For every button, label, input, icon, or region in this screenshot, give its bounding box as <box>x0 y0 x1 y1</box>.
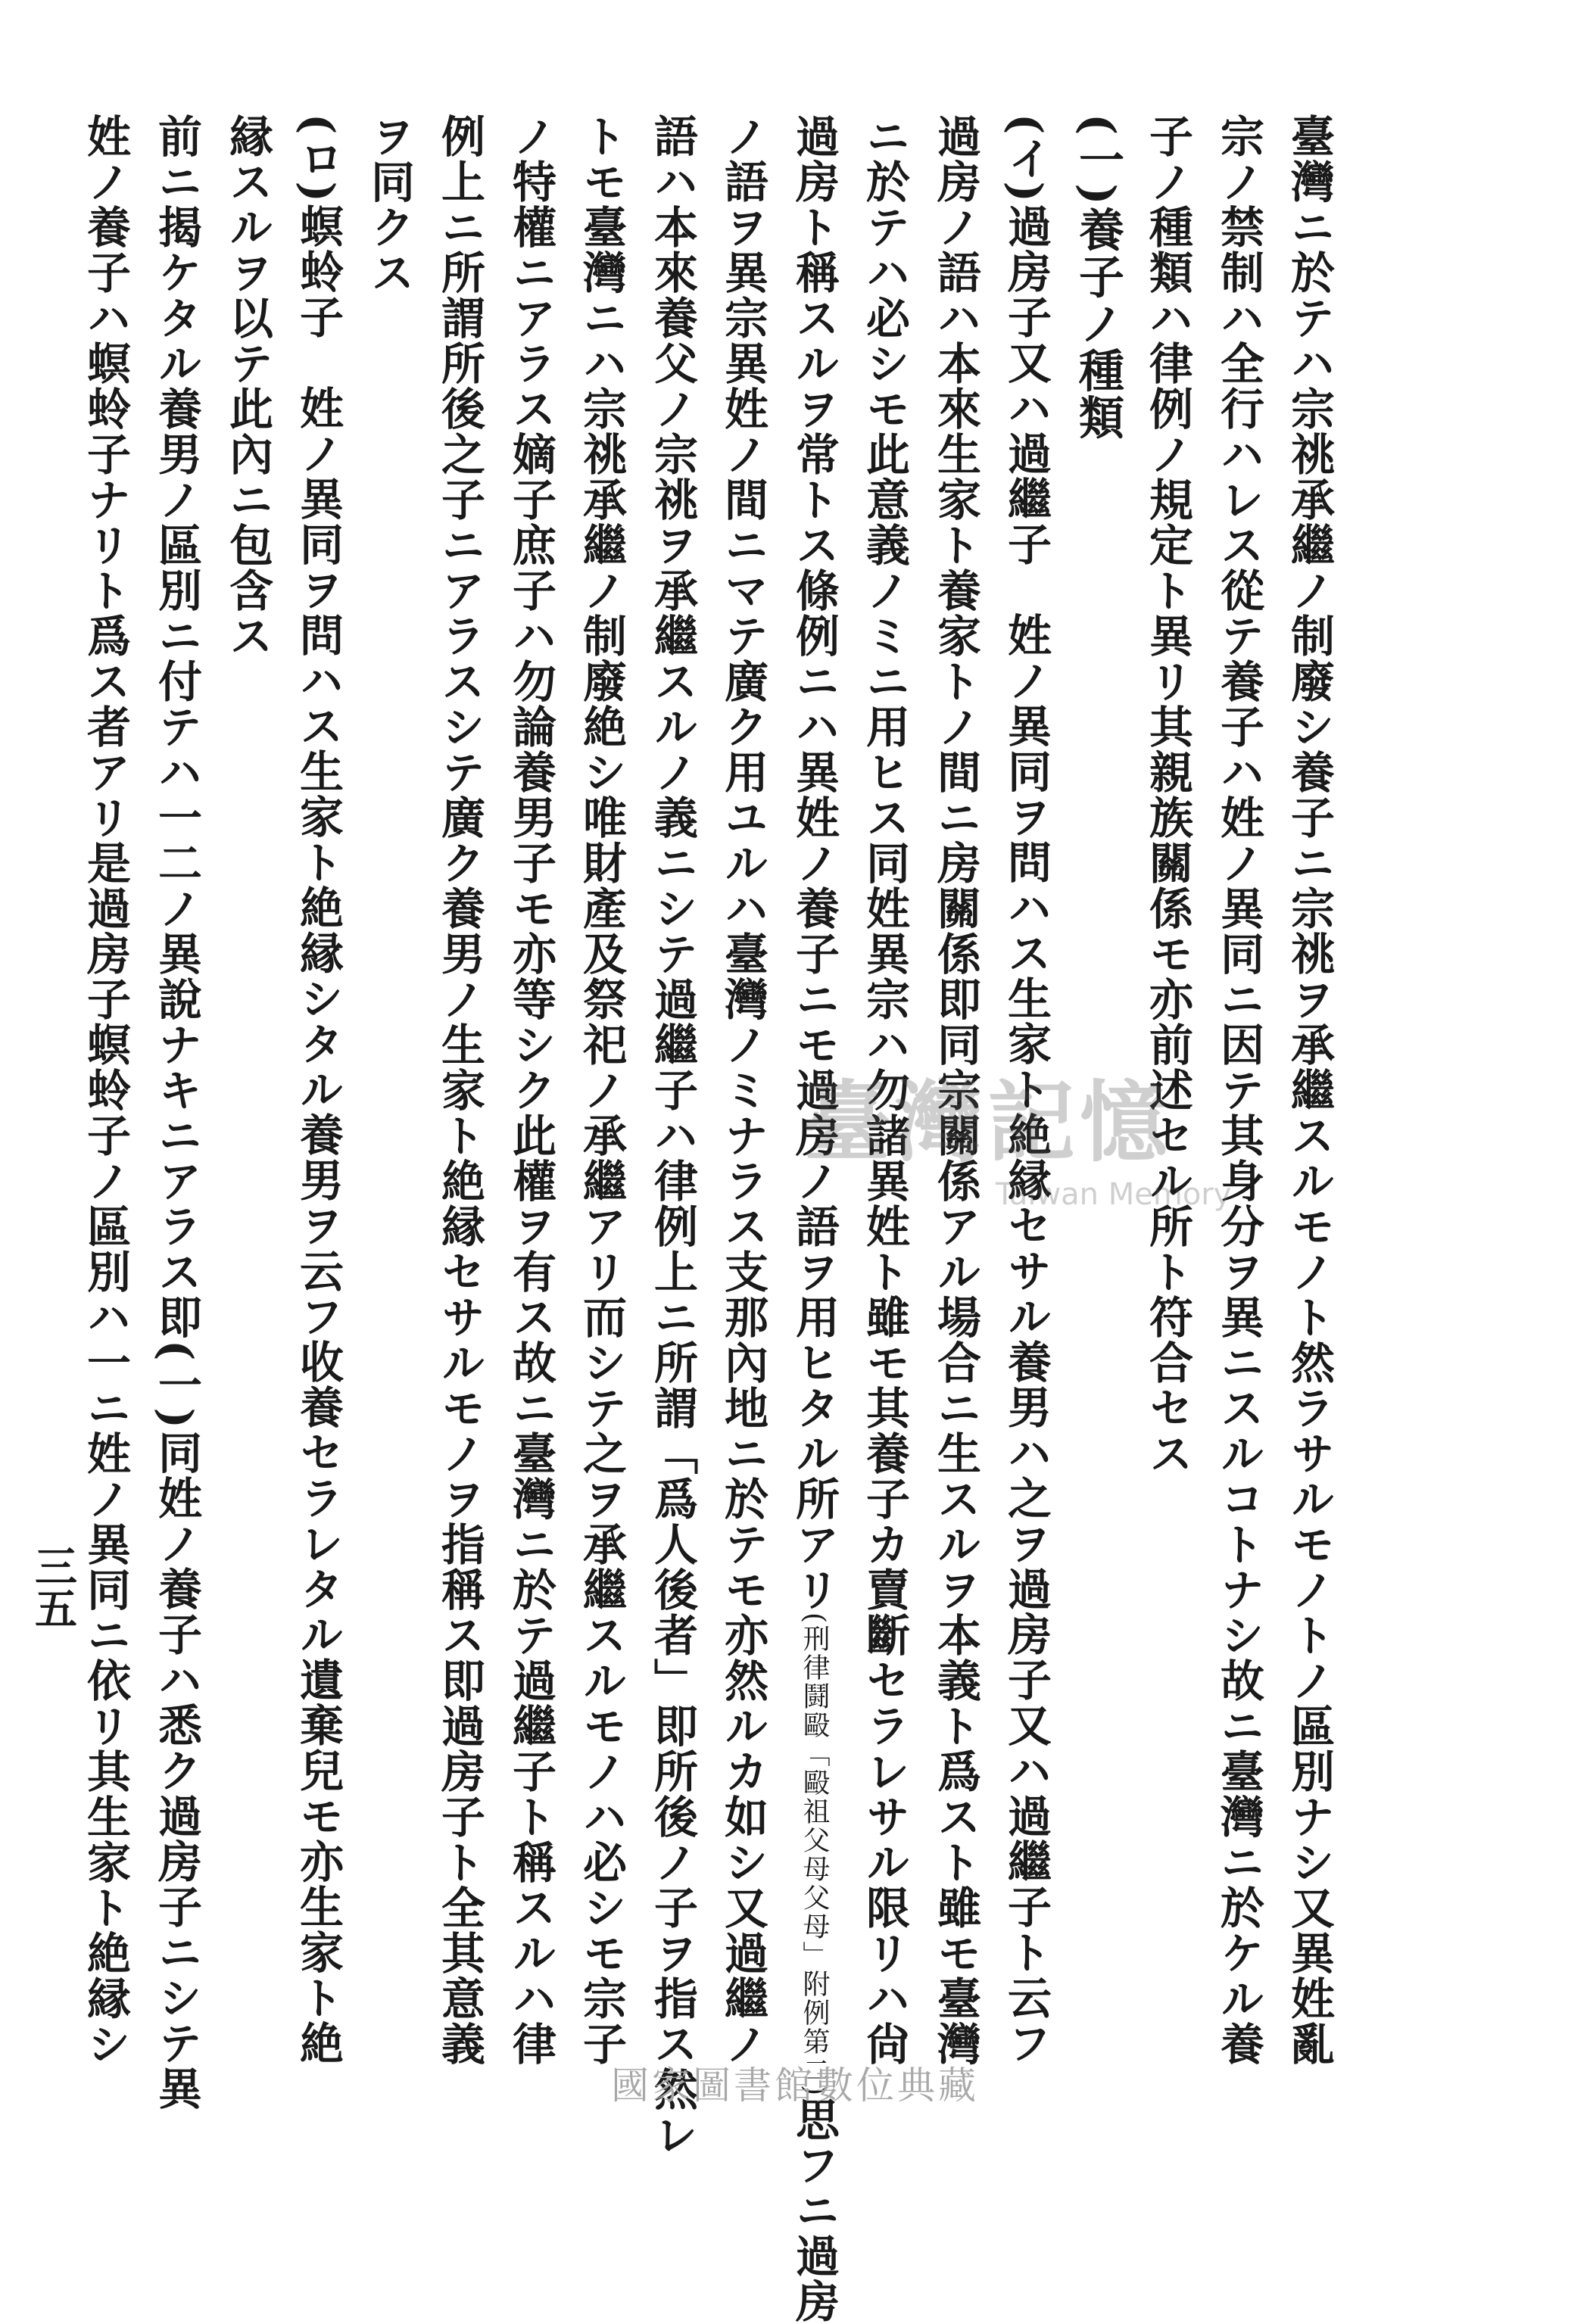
section-heading: (一)養子ノ種類 <box>1071 114 1124 441</box>
text-column-5: (イ)過房子又ハ過繼子 姓ノ異同ヲ問ハス生家ト絶縁セサル養男ハ之ヲ過房子又ハ過繼子ト云フ <box>1000 114 1052 2066</box>
text-column-8-tail: 思フニ過房 <box>788 2097 840 2324</box>
text-column-10: 語ハ本來養父ノ宗祧ヲ承繼スルノ義ニシテ過繼子ハ律例上ニ所謂「爲人後者」即所後ノ子ヲ指ス然レ <box>647 114 698 2157</box>
watermark-title: 臺灣記憶 <box>803 1071 1172 1174</box>
text-column-14: ヲ同クス <box>363 114 415 295</box>
text-column-7: ニ於テハ必シモ此意義ノミニ用ヒス同姓異宗ハ勿諸異姓ト雖モ其養子カ賣斷セラレサル限リハ尙 <box>859 114 910 2067</box>
text-column-6: 過房ノ語ハ本來生家ト養家トノ間ニ房關係即同宗關係アル場合ニ生スルヲ本義ト爲スト雖モ臺灣 <box>930 114 981 2067</box>
text-column-1: 臺灣ニ於テハ宗祧承繼ノ制廢シ養子ニ宗祧ヲ承繼スルモノト然ラサルモノトノ區別ナシ又異姓亂 <box>1283 114 1335 2067</box>
text-column-13: 例上ニ所謂所後之子ニアラスシテ廣ク養男ノ生家ト絶縁セサルモノヲ指稱ス即過房子ト全其意義 <box>434 114 485 2067</box>
text-column-15: (ロ)螟蛉子 姓ノ異同ヲ問ハス生家ト絶縁シタル養男ヲ云フ收養セラレタル遺棄兒モ亦生家ト絶 <box>292 114 344 2066</box>
text-column-9: ノ語ヲ異宗異姓ノ間ニマテ廣ク用ユルハ臺灣ノミナラス支那內地ニ於テモ亦然ルカ如シ又過繼ノ <box>717 114 768 2067</box>
text-column-11: トモ臺灣ニハ宗祧承繼ノ制廢絶シ唯財產及祭祀ノ承繼アリ而シテ之ヲ承繼スルモノハ必シモ宗子 <box>575 114 627 2067</box>
footer-credit: 國家圖書館數位典藏 <box>611 2064 979 2107</box>
text-column-3: 子ノ種類ハ律例ノ規定ト異リ其親族關係モ亦前述セル所ト符合セス <box>1142 114 1193 1476</box>
text-column-16: 縁スルヲ以テ此內ニ包含ス <box>222 114 273 659</box>
text-column-18: 姓ノ養子ハ螟蛉子ナリト爲ス者アリ是過房子螟蛉子ノ區別ハ一ニ姓ノ異同ニ依リ其生家ト絶縁シ <box>80 114 131 2067</box>
watermark-logo <box>803 1052 1257 1226</box>
text-column-2: 宗ノ禁制ハ全行ハレス從テ養子ハ姓ノ異同ニ因テ其身分ヲ異ニスルコトナシ故ニ臺灣ニ於ケル養 <box>1213 114 1264 2067</box>
text-column-12: ノ特權ニアラス嫡子庶子ハ勿論養男子モ亦等シク此權ヲ有ス故ニ臺灣ニ於テ過繼子ト稱スルハ律 <box>505 114 556 2067</box>
watermark-subtitle: Taiwan Memory <box>996 1177 1232 1212</box>
text-column-8-main: 過房ト稱スルヲ常トス條例ニハ異姓ノ養子ニモ過房ノ語ヲ用ヒタル所アリ <box>788 114 840 1612</box>
text-column-17: 前ニ揭ケタル養男ノ區別ニ付テハ一二ノ異說ナキニアラス即(一)同姓ノ養子ハ悉ク過房子ニシテ異 <box>151 114 202 2111</box>
page-number: 三五 <box>28 1544 78 1629</box>
inline-citation-note: (刑律鬪毆「毆祖父母父母」附例第二) <box>799 1612 830 2098</box>
